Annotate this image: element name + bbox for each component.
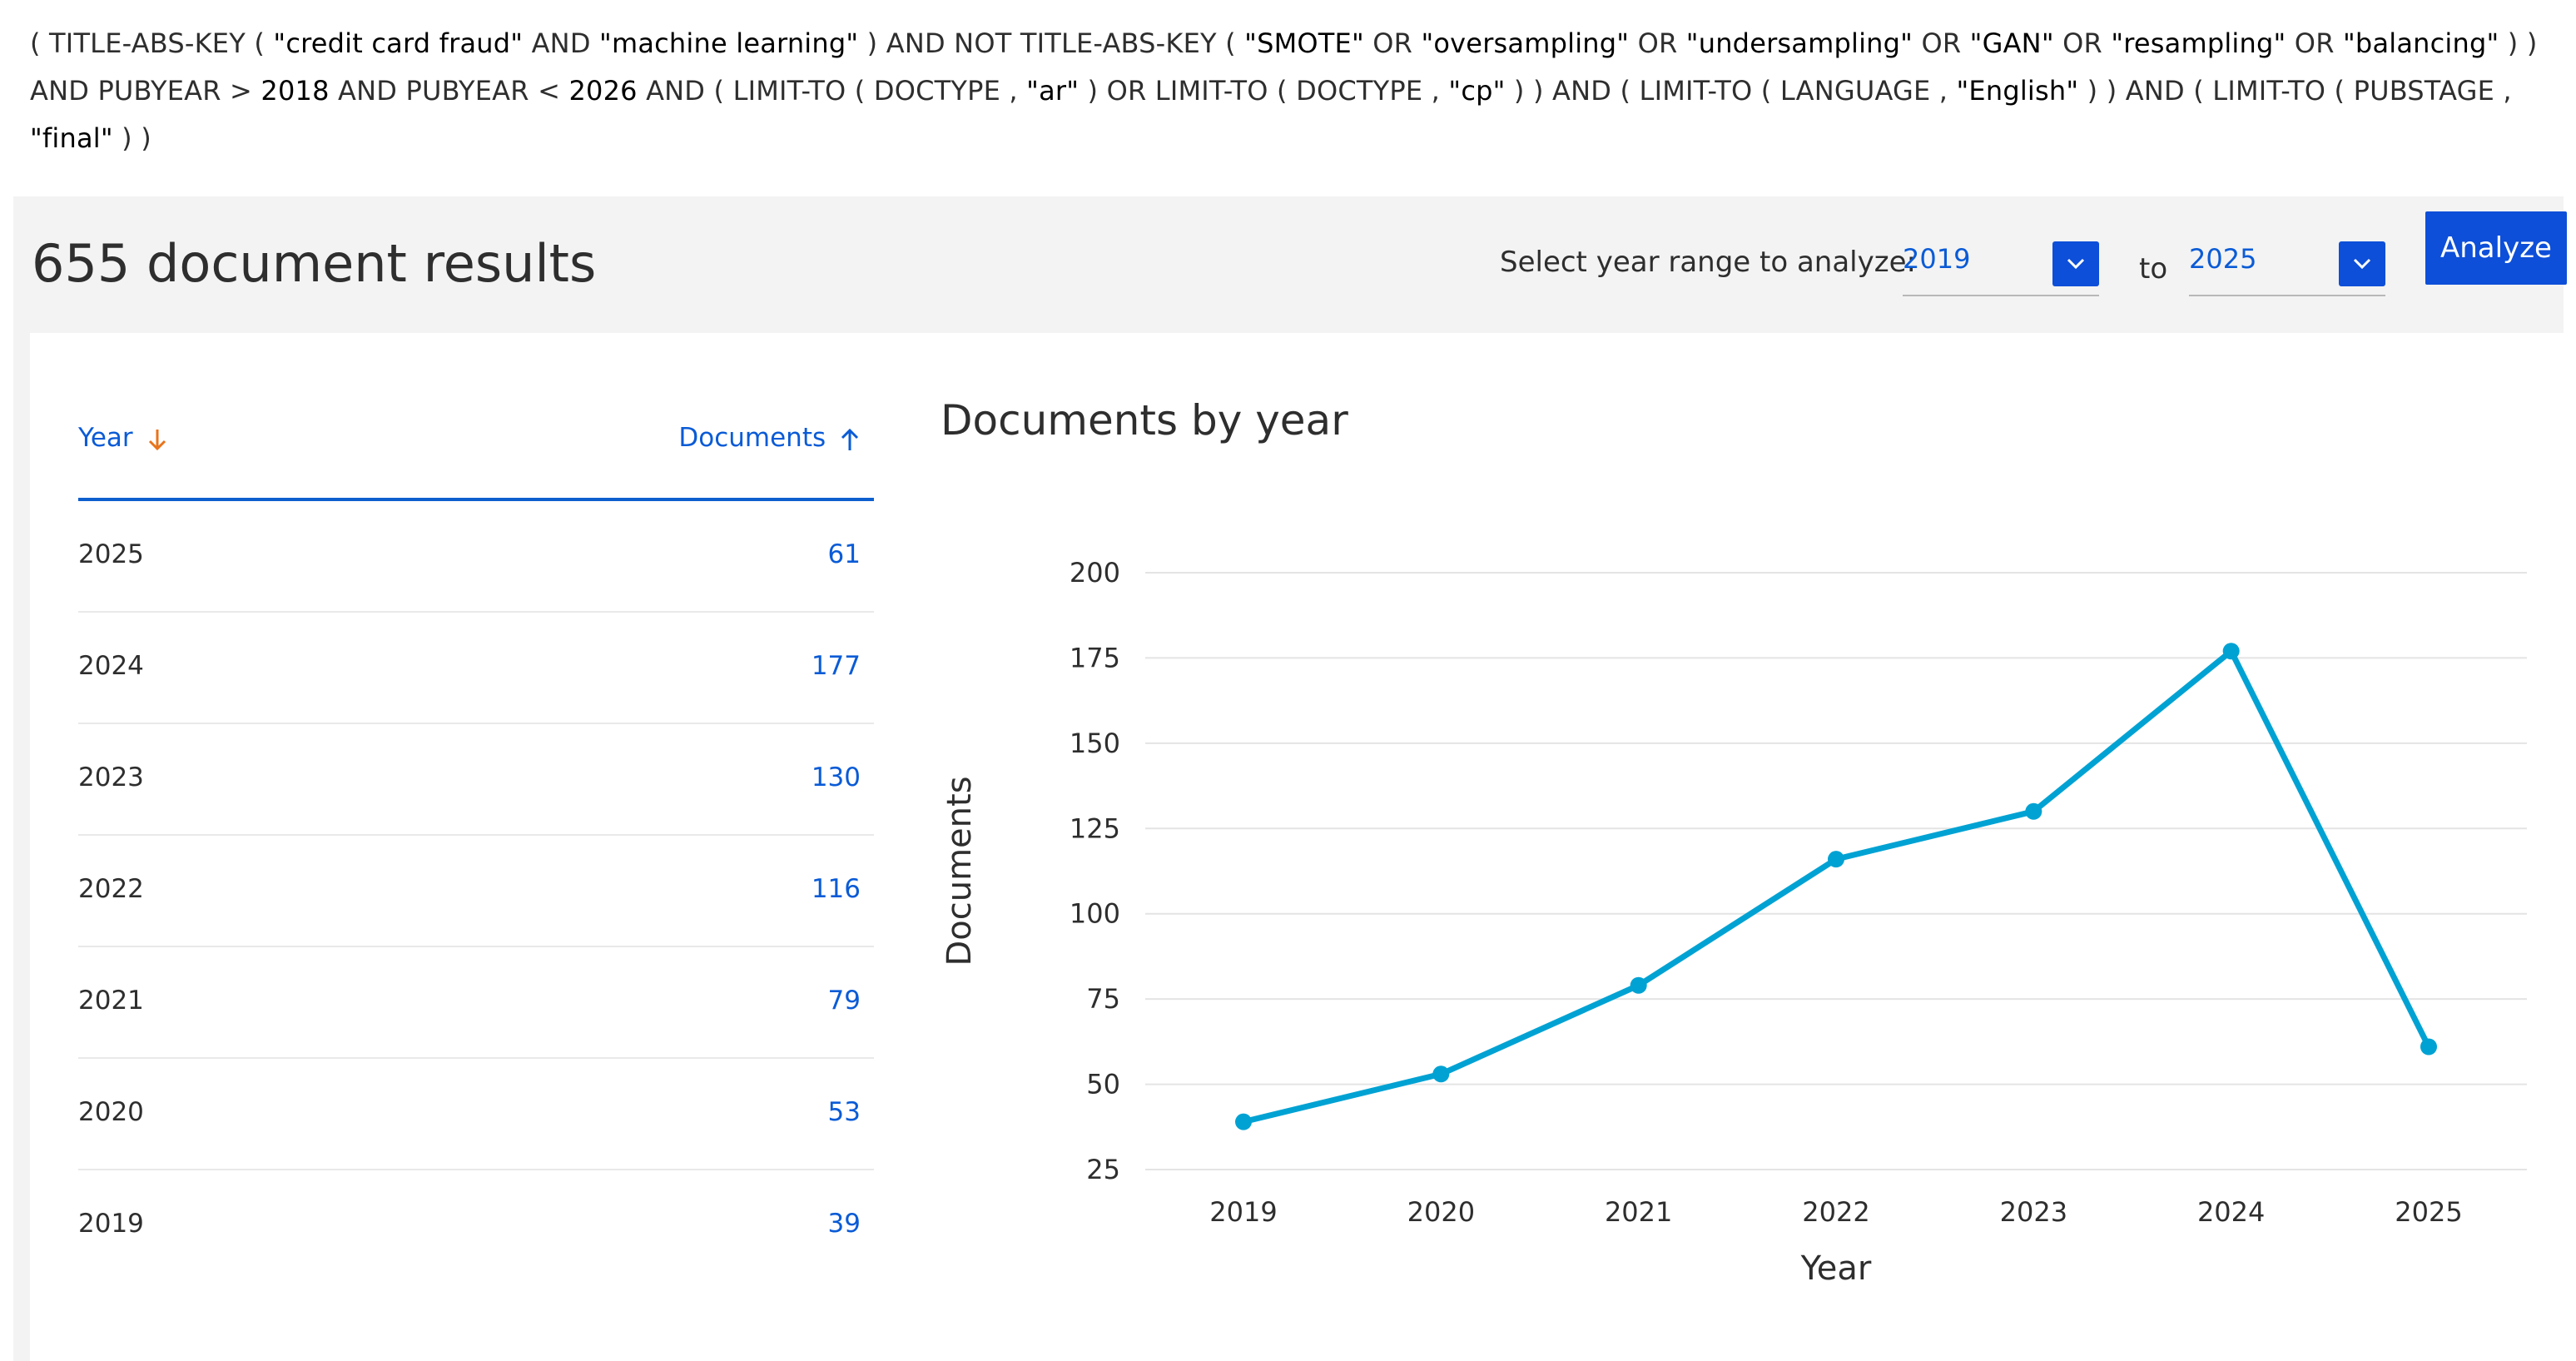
query-literal: 2018 (261, 75, 330, 107)
arrow-up-icon (839, 427, 861, 452)
query-operator: AND PUBYEAR < (329, 75, 569, 107)
row-document-count[interactable]: 61 (827, 539, 861, 569)
query-operator: OR (1363, 27, 1422, 59)
y-tick-label: 100 (1069, 897, 1120, 930)
data-point-2020 (1432, 1065, 1449, 1082)
table-row (78, 501, 874, 613)
query-literal: "undersampling" (1685, 27, 1913, 59)
y-tick-label: 175 (1069, 642, 1120, 674)
row-year: 2024 (78, 651, 144, 681)
row-year: 2019 (78, 1209, 144, 1239)
data-point-2019 (1235, 1114, 1252, 1130)
query-operator: AND (523, 27, 600, 59)
table-header (78, 415, 874, 501)
query-literal: "final" (30, 122, 113, 154)
x-tick-label: 2021 (1604, 1196, 1673, 1228)
table-row (78, 1059, 874, 1170)
to-year-select[interactable] (2189, 226, 2385, 296)
y-tick-label: 25 (1086, 1154, 1120, 1185)
query-literal: "ar" (1026, 75, 1080, 107)
query-literal: "machine learning" (599, 27, 859, 59)
y-tick-label: 125 (1069, 812, 1120, 845)
analysis-panel-content (30, 333, 2564, 1361)
results-header-bar (13, 196, 2564, 333)
row-document-count[interactable]: 116 (811, 874, 861, 904)
row-year: 2023 (78, 762, 144, 792)
query-operator: ( TITLE-ABS-KEY ( (30, 27, 274, 59)
row-document-count[interactable]: 130 (811, 762, 861, 792)
chart-title: Documents by year (941, 396, 1348, 445)
query-operator: OR (1913, 27, 1970, 59)
results-count-title: 655 document results (32, 233, 597, 294)
year-range-label: Select year range to analyze: (1500, 246, 1916, 279)
arrow-down-icon (146, 427, 168, 452)
query-literal: "credit card fraud" (273, 27, 524, 59)
table-body (78, 501, 874, 1280)
row-document-count[interactable]: 39 (827, 1209, 861, 1239)
query-literal: "SMOTE" (1244, 27, 1364, 59)
documents-by-year-chart (929, 466, 2544, 1357)
analyze-button[interactable]: Analyze (2425, 211, 2567, 285)
table-row (78, 613, 874, 724)
query-literal: "balancing" (2343, 27, 2499, 59)
query-operator: ) ) AND ( LIMIT-TO ( LANGUAGE , (1505, 75, 1957, 107)
x-tick-label: 2024 (2196, 1196, 2266, 1228)
query-operator: OR (2286, 27, 2344, 59)
query-operator: ) ) AND PUBYEAR > (30, 27, 2538, 107)
query-literal: "cp" (1448, 75, 1506, 107)
search-query-string (30, 20, 2560, 162)
table-row (78, 724, 874, 836)
documents-column-header[interactable] (678, 423, 861, 453)
row-year: 2025 (78, 539, 144, 569)
query-operator: AND ( LIMIT-TO ( DOCTYPE , (637, 75, 1027, 107)
year-column-header[interactable] (78, 423, 168, 453)
row-document-count[interactable]: 177 (811, 651, 861, 681)
from-year-select[interactable] (1903, 226, 2099, 296)
x-tick-label: 2025 (2395, 1196, 2463, 1228)
row-document-count[interactable]: 53 (827, 1097, 861, 1127)
table-row (78, 947, 874, 1059)
row-year: 2020 (78, 1097, 144, 1127)
data-point-2022 (1828, 851, 1844, 867)
y-tick-label: 75 (1086, 983, 1120, 1016)
documents-header-label: Documents (678, 423, 826, 453)
data-point-2021 (1630, 977, 1647, 994)
year-header-label: Year (78, 423, 133, 453)
data-point-2025 (2420, 1039, 2437, 1056)
documents-by-year-table (78, 415, 874, 1280)
query-literal: "GAN" (1969, 27, 2054, 59)
y-tick-label: 200 (1069, 557, 1120, 589)
to-label: to (2139, 252, 2168, 286)
table-row (78, 1170, 874, 1280)
query-literal: "oversampling" (1421, 27, 1630, 59)
analysis-panel (13, 333, 2564, 1361)
chevron-down-icon[interactable] (2339, 241, 2385, 286)
to-year-value: 2025 (2189, 243, 2257, 275)
from-year-value: 2019 (1903, 243, 1971, 275)
data-point-2023 (2025, 803, 2042, 820)
table-row (78, 836, 874, 947)
x-tick-label: 2020 (1407, 1196, 1476, 1228)
query-literal: "English" (1956, 75, 2079, 107)
query-operator: ) ) (112, 122, 151, 154)
x-tick-label: 2023 (1999, 1196, 2068, 1228)
y-tick-label: 150 (1069, 727, 1120, 759)
x-tick-label: 2019 (1209, 1196, 1278, 1228)
series-line (1243, 651, 2429, 1121)
y-tick-label: 50 (1086, 1068, 1120, 1100)
query-operator: ) AND NOT TITLE-ABS-KEY ( (858, 27, 1245, 59)
row-year: 2022 (78, 874, 144, 904)
query-operator: OR (1629, 27, 1686, 59)
row-document-count[interactable]: 79 (827, 986, 861, 1016)
query-literal: 2026 (568, 75, 638, 107)
query-operator: ) ) AND ( LIMIT-TO ( PUBSTAGE , (2078, 75, 2512, 107)
y-axis-label: Documents (941, 776, 979, 966)
data-point-2024 (2223, 643, 2240, 659)
query-operator: OR (2053, 27, 2112, 59)
row-year: 2021 (78, 986, 144, 1016)
x-tick-label: 2022 (1802, 1196, 1870, 1228)
chevron-down-icon[interactable] (2052, 241, 2099, 286)
x-axis-label: Year (1800, 1249, 1872, 1288)
query-literal: "resampling" (2111, 27, 2286, 59)
query-operator: ) OR LIMIT-TO ( DOCTYPE , (1079, 75, 1449, 107)
